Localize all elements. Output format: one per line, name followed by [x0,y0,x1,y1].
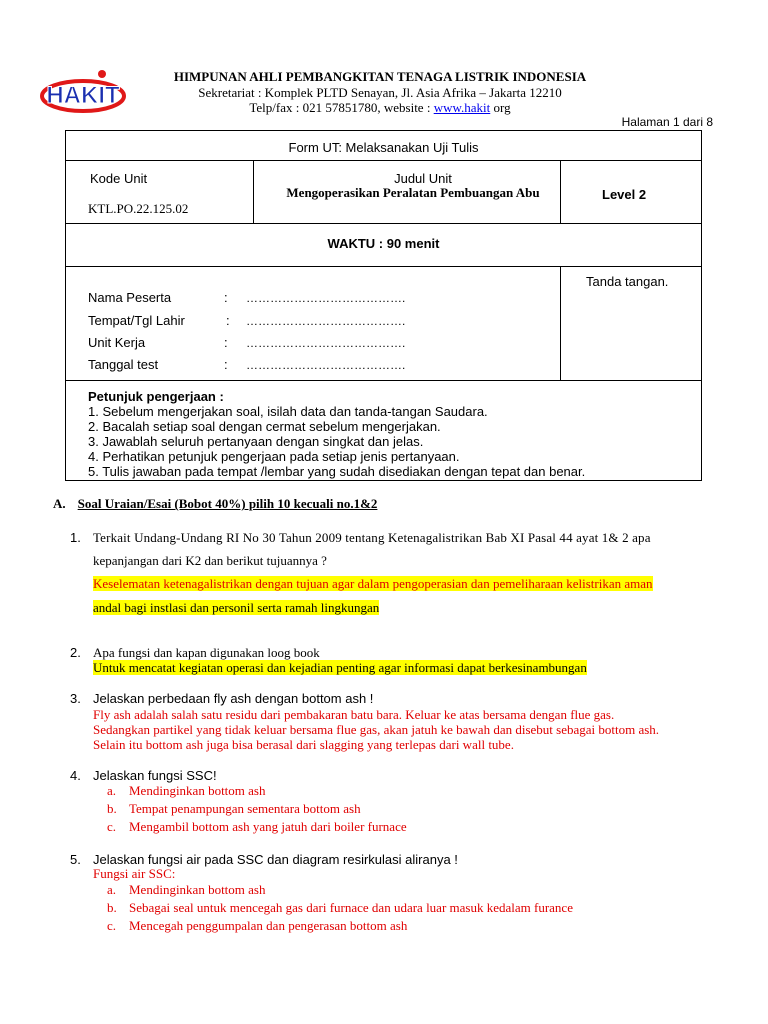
form-title: Form UT: Melaksanakan Uji Tulis [288,140,479,155]
answer-item: Mendinginkan bottom ash [129,783,266,798]
question-text: Apa fungsi dan kapan digunakan loog book [93,645,320,660]
field-input-nama[interactable]: …………………………………. [246,291,406,305]
website-link[interactable]: www.hakit [433,100,491,115]
question-number: 2. [70,645,81,660]
instruction-item: 1. Sebelum mengerjakan soal, isilah data dan tanda-tangan Saudara. [88,404,488,419]
svg-text:HAKIT: HAKIT [46,82,120,109]
field-input-tanggal[interactable]: …………………………………. [246,358,406,372]
judul-unit-value: Mengoperasikan Peralatan Pembuangan Abu [286,185,540,200]
answer-item: Tempat penampungan sementara bottom ash [129,801,361,816]
kode-unit-value: KTL.PO.22.125.02 [88,201,189,216]
question-number: 4. [70,768,81,783]
answer-text: Sedangkan partikel yang tidak keluar bersama flue gas, akan jatuh ke bawah dan disebut sebagai bottom ash. [93,722,660,737]
answer-item: Mendinginkan bottom ash [129,882,266,897]
answer-item-letter: c. [107,918,117,933]
answer-item: Sebagai seal untuk mencegah gas dari furnace dan udara luar masuk kedalam furance [129,900,573,915]
signature-label: Tanda tangan. [586,274,669,289]
organization-name: HIMPUNAN AHLI PEMBANGKITAN TENAGA LISTRIK INDONESIA [173,69,587,84]
kode-unit-label: Kode Unit [90,171,148,186]
answer-highlight: Keselematan ketenagalistrikan dengan tujuan agar dalam pengoperasian dan pemeliharaan kelistrikan aman [93,576,653,591]
instruction-item: 3. Jawablah seluruh pertanyaan dengan singkat dan jelas. [88,434,424,449]
answer-text: Selain itu bottom ash juga bisa berasal dari slagging yang terlepas dari wall tube. [93,737,514,752]
contact-text: Telp/fax : 021 57851780, website : [249,100,434,115]
question-text: Jelaskan fungsi SSC! [93,768,217,783]
answer-text [93,600,379,616]
section-letter: A. [53,496,66,511]
field-colon: : [226,313,230,328]
exam-form-table [65,130,702,481]
field-label-ttl: Tempat/Tgl Lahir [88,313,185,328]
section-title: Soal Uraian/Esai (Bobot 40%) pilih 10 kecuali no.1&2 [77,496,378,511]
organization-address: Sekretariat : Komplek PLTD Senayan, Jl. Asia Afrika – Jakarta 12210 [198,85,562,100]
field-label-nama: Nama Peserta [88,290,172,305]
field-label-unit-kerja: Unit Kerja [88,335,146,350]
section-a-heading [53,496,377,512]
question-number: 5. [70,852,81,867]
answer-item: Mengambil bottom ash yang jatuh dari boiler furnace [129,819,407,834]
answer-text [93,660,587,676]
field-input-ttl[interactable]: …………………………………. [246,314,406,328]
instruction-item: 5. Tulis jawaban pada tempat /lembar yang sudah disediakan dengan tepat dan benar. [88,464,586,479]
answer-item: Mencegah penggumpalan dan pengerasan bottom ash [129,918,408,933]
answer-text [93,576,653,592]
hakit-logo [40,66,126,116]
judul-unit-label: Judul Unit [394,171,452,186]
answer-item-letter: c. [107,819,117,834]
website-suffix: org [490,100,511,115]
instruction-item: 2. Bacalah setiap soal dengan cermat sebelum mengerjakan. [88,419,441,434]
instructions-title: Petunjuk pengerjaan : [88,389,224,404]
question-number: 3. [70,691,81,706]
question-number: 1. [70,530,81,545]
field-colon: : [224,335,228,350]
instruction-item: 4. Perhatikan petunjuk pengerjaan pada setiap jenis pertanyaan. [88,449,460,464]
field-colon: : [224,290,228,305]
answer-item-letter: a. [107,882,117,897]
field-input-unit-kerja[interactable]: …………………………………. [246,336,406,350]
page-number: Halaman 1 dari 8 [621,115,713,129]
answer-item-letter: a. [107,783,117,798]
field-label-tanggal: Tanggal test [88,357,159,372]
exam-duration: WAKTU : 90 menit [327,236,440,251]
organization-contact [130,100,630,116]
question-text: kepanjangan dari K2 dan berikut tujuannya ? [93,553,327,568]
answer-item-letter: b. [107,900,117,915]
question-text: Terkait Undang-Undang RI No 30 Tahun 2009 tentang Ketenagalistrikan Bab XI Pasal 44 ayat 1& 2 apa [93,530,651,545]
field-colon: : [224,357,228,372]
question-text: Jelaskan fungsi air pada SSC dan diagram resirkulasi aliranya ! [93,852,458,867]
answer-text: Fly ash adalah salah satu residu dari pembakaran batu bara. Keluar ke atas bersama dengan flue gas. [93,707,615,722]
answer-highlight: Untuk mencatat kegiatan operasi dan kejadian penting agar informasi dapat berkesinambungan [93,660,587,675]
answer-highlight: andal bagi instlasi dan personil serta ramah lingkungan [93,600,380,615]
level-value: Level 2 [602,187,647,202]
answer-item-letter: b. [107,801,117,816]
answer-heading: Fungsi air SSC: [93,866,176,881]
question-text: Jelaskan perbedaan fly ash dengan bottom ash ! [93,691,374,706]
